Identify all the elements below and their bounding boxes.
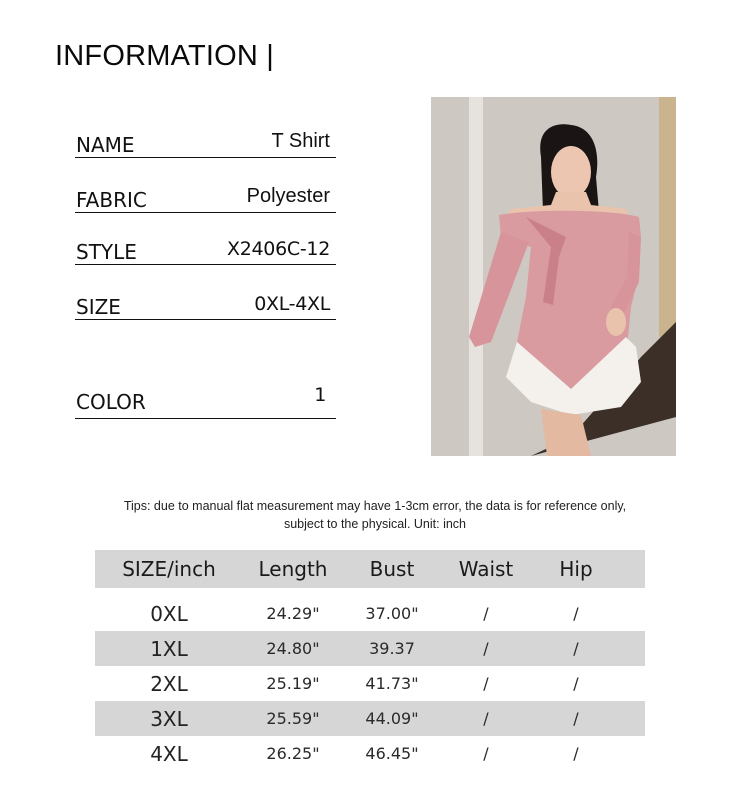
cell-waist: / [483, 604, 489, 623]
cell-size: 3XL [95, 701, 243, 736]
info-row-style [75, 231, 336, 265]
table-spacer [95, 588, 645, 596]
info-value: 1 [314, 384, 326, 406]
cell-bust: 41.73" [365, 674, 419, 693]
info-value: 0XL-4XL [254, 293, 330, 315]
header-hip: Hip [531, 550, 621, 588]
header-filler [621, 550, 645, 588]
info-row-size [75, 286, 336, 320]
info-label: SIZE [76, 295, 121, 319]
cell-hip: / [573, 604, 579, 623]
header-bust: Bust [343, 550, 441, 588]
table-row [95, 631, 645, 666]
info-value: Polyester [246, 185, 330, 207]
cell-waist: / [483, 674, 489, 693]
cell-size: 2XL [150, 671, 188, 696]
info-label: COLOR [76, 390, 146, 414]
cell-filler [621, 631, 645, 666]
size-chart-table [95, 550, 645, 771]
cell-filler [621, 736, 645, 771]
info-row-name [75, 124, 336, 158]
table-row [95, 666, 645, 701]
info-row-color [75, 380, 336, 419]
cell-waist: / [483, 744, 489, 763]
cell-bust: 44.09" [343, 701, 441, 736]
cell-filler [621, 666, 645, 701]
cell-bust: 39.37 [343, 631, 441, 666]
model-image [431, 97, 676, 456]
cell-size: 1XL [95, 631, 243, 666]
tips-line-2: subject to the physical. Unit: inch [283, 517, 467, 531]
info-label: STYLE [76, 240, 137, 264]
info-label: NAME [76, 133, 135, 157]
cell-length: 25.19" [266, 674, 320, 693]
cell-filler [621, 701, 645, 736]
table-row [95, 736, 645, 771]
cell-hip: / [573, 674, 579, 693]
info-value: T Shirt [271, 130, 330, 152]
cell-hip: / [531, 701, 621, 736]
cell-hip: / [573, 744, 579, 763]
cell-bust: 37.00" [365, 604, 419, 623]
cell-length: 25.59" [243, 701, 343, 736]
table-header-row [95, 550, 645, 588]
tips-note [95, 497, 655, 533]
info-label: FABRIC [76, 188, 147, 212]
page-title: INFORMATION | [55, 40, 275, 72]
product-photo [431, 97, 676, 456]
cell-size: 0XL [150, 601, 188, 626]
cell-size: 4XL [150, 741, 188, 766]
cell-length: 24.29" [266, 604, 320, 623]
table-row [95, 596, 645, 631]
info-row-fabric [75, 179, 336, 213]
cell-filler [621, 596, 645, 631]
info-value: X2406C-12 [227, 238, 330, 260]
header-waist: Waist [441, 550, 531, 588]
cell-waist: / [441, 631, 531, 666]
cell-length: 24.80" [243, 631, 343, 666]
header-length: Length [243, 550, 343, 588]
cell-waist: / [441, 701, 531, 736]
cell-bust: 46.45" [365, 744, 419, 763]
tips-line-1: Tips: due to manual flat measurement may have 1-3cm error, the data is for reference only, [123, 499, 627, 513]
header-size: SIZE/inch [95, 550, 243, 588]
cell-length: 26.25" [266, 744, 320, 763]
table-row [95, 701, 645, 736]
cell-hip: / [531, 631, 621, 666]
